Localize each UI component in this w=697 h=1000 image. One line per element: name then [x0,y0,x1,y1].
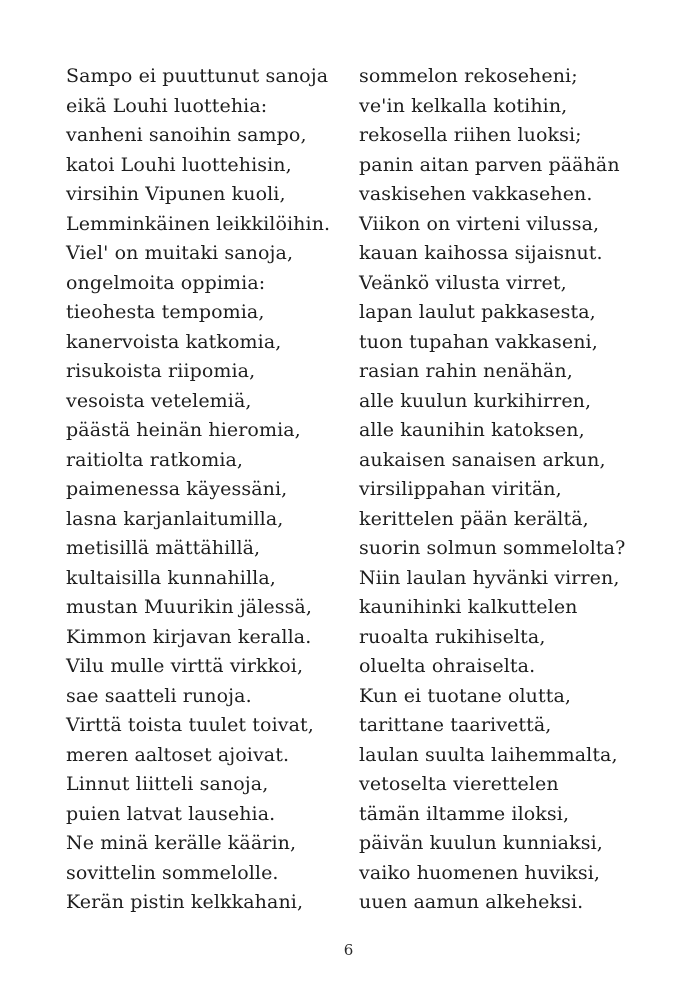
poem-line: vaskisehen vakkasehen. [359,183,593,205]
poem-line: aukaisen sanaisen arkun, [359,448,606,471]
poem-line: Ne minä kerälle käärin, [66,832,297,854]
poem-line: Niin laulan hyvänki virren, [359,566,620,589]
poem-line: ongelmoita oppimia: [66,271,266,294]
poem-line: Sampo ei puuttunut sanoja [66,65,329,87]
poem-line: Viel' on muitaki sanoja, [66,242,294,264]
page-number: 6 [343,941,354,959]
poem-line: alle kuulun kurkihirren, [359,389,592,412]
poem-line: oluelta ohraiselta. [359,655,536,677]
poem-line: kauan kaihossa sijaisnut. [359,242,603,264]
poem-line: ruoalta rukihiselta, [359,625,546,648]
poem-line: Kimmon kirjavan keralla. [66,625,312,648]
poem-line: tämän iltamme iloksi, [359,802,570,825]
poem-line: puien latvat lausehia. [66,802,276,825]
poem-line: virsilippahan viritän, [359,478,562,500]
poem-line: päivän kuulun kunniaksi, [359,832,603,854]
poem-line: rasian rahin nenähän, [359,360,573,382]
poem-line: raitiolta ratkomia, [66,448,244,471]
poem-line: kerittelen pään kerältä, [359,507,589,530]
poem-line: vetoselta vierettelen [359,773,559,795]
poem-line: katoi Louhi luottehisin, [66,153,292,176]
poem-line: suorin solmun sommelolta? [359,537,626,559]
poem-line: risukoista riipomia, [66,360,256,382]
poem-line: mustan Muurikin jälessä, [66,596,313,618]
poem-line: virsihin Vipunen kuoli, [66,183,286,205]
poem-line: ve'in kelkalla kotihin, [359,94,568,117]
poem-line: alle kaunihin katoksen, [359,419,585,441]
poem-line: metisillä mättähillä, [66,537,261,559]
poem-line: Viikon on virteni vilussa, [359,212,600,235]
poem-line: kultaisilla kunnahilla, [66,566,276,589]
poem-line: kanervoista katkomia, [66,330,282,353]
poem-line: paimenessa käyessäni, [66,478,288,500]
poem-line: Kun ei tuotane olutta, [359,684,572,707]
poem-line: vaiko huomenen huviksi, [359,861,601,884]
poem-line: laulan suulta laihemmalta, [359,743,618,766]
poem-line: sae saatteli runoja. [66,684,252,707]
poem-line: panin aitan parven päähän [359,153,620,176]
poem-line: Linnut liitteli sanoja, [66,773,269,795]
poem-column-right [359,62,625,918]
poem-line: sommelon rekoseheni; [359,65,578,87]
poem-line: Kerän pistin kelkkahani, [66,891,304,913]
poem-line: kaunihinki kalkuttelen [359,596,578,618]
poem-line: Lemminkäinen leikkilöihin. [66,212,331,235]
poem-line: Veänkö vilusta virret, [359,271,567,294]
poem-line: meren aaltoset ajoivat. [66,743,290,766]
poem-line: Vilu mulle virttä virkkoi, [66,655,304,677]
poem-line: vesoista vetelemiä, [66,389,252,412]
poem-line: lasna karjanlaitumilla, [66,507,284,530]
poem-column-left [66,62,330,918]
poem-line: vanheni sanoihin sampo, [66,124,307,146]
poem-line: Virttä toista tuulet toivat, [66,714,314,736]
poem-line: tieohesta tempomia, [66,301,265,323]
poem-line: rekosella riihen luoksi; [359,124,582,146]
poem-line: eikä Louhi luottehia: [66,94,268,117]
poem-line: uuen aamun alkeheksi. [359,891,584,913]
poem-line: sovittelin sommelolle. [66,861,279,884]
poem-line: lapan laulut pakkasesta, [359,301,596,323]
poem-line: tuon tupahan vakkaseni, [359,330,598,353]
poem-line: päästä heinän hieromia, [66,419,301,441]
poem-line: tarittane taarivettä, [359,714,552,736]
